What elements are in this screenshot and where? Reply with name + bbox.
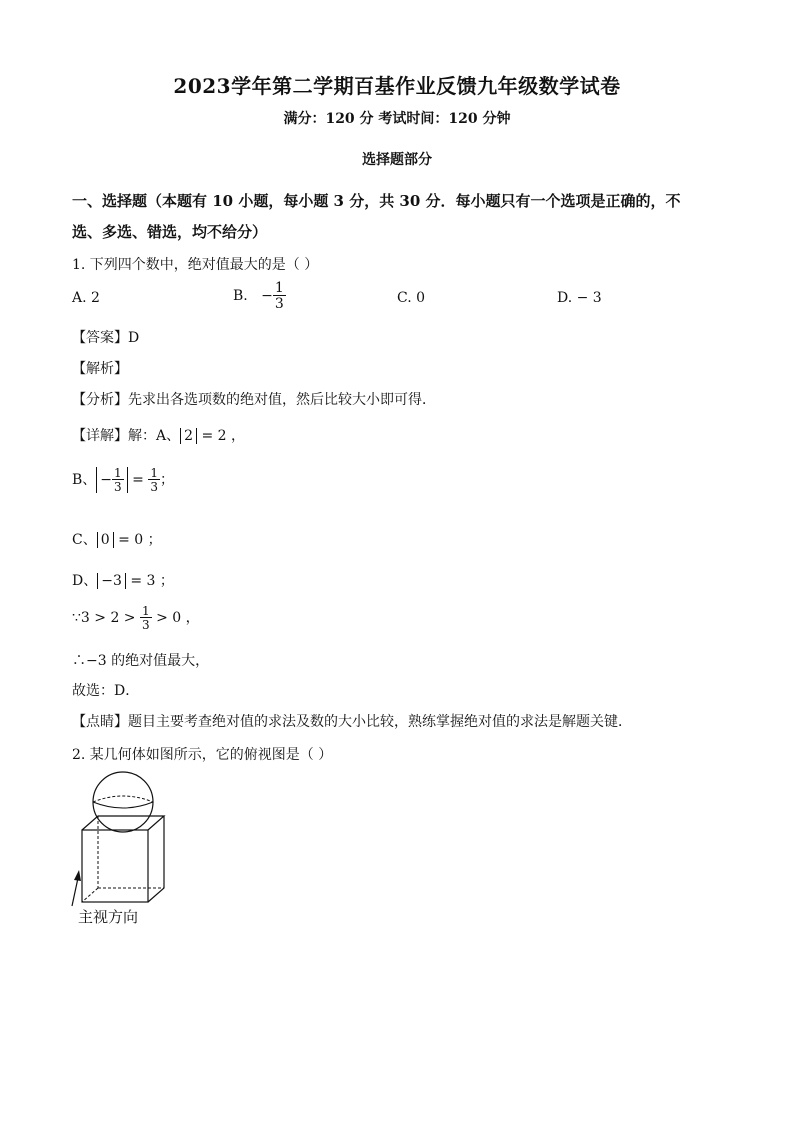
q1-abs-d: −3 [97,573,126,589]
q1-analysis-label: 【解析】 [72,361,128,377]
q1-option-b-numerator: 1 [274,280,284,296]
q1-detail-c-result: = 0 ； [118,532,162,548]
q1-detail-d [72,570,174,590]
q1-detail-b-res-den: 3 [150,480,158,494]
q2-stem: 2. 某几何体如图所示，它的俯视图是（ ） [72,747,333,763]
q1-detail-b-result-fraction [148,467,160,493]
cube-top-face [82,816,164,830]
q1-because-prefix: ∵3 > 2 > [72,610,136,626]
q1-detail-b-eq: = [132,472,144,488]
q1-detail-b-den: 3 [114,480,122,494]
q1-detail-b-num: 1 [114,466,122,480]
sphere-equator-back [93,796,153,802]
q1-detail-b [72,467,174,493]
q1-comment [72,711,632,731]
cube-right-face [148,816,164,902]
q1-fenxi-text: 先求出各选项数的绝对值，然后比较大小即可得． [128,392,436,408]
sphere-outline [93,772,153,832]
q1-detail-a [72,425,245,445]
q1-detail-c-prefix: C、 [72,532,97,548]
q1-detail-b-fraction [112,467,124,493]
q1-because [72,605,200,631]
q1-because-den: 3 [142,618,150,632]
q1-option-b-prefix: B. [233,288,248,304]
q1-option-d: D. − 3 [557,290,602,306]
q1-detail-d-result: = 3 ； [130,573,174,589]
q1-option-a: A. 2 [72,290,100,306]
exam-subtitle: 满分：120 分 考试时间：120 分钟 [283,111,511,127]
q1-because-fraction [140,605,152,631]
q1-abs-a: 2 [180,428,197,444]
section-heading: 选择题部分 [362,152,432,168]
cube-front-face [82,830,148,902]
q1-detail-b-tail: ； [159,472,174,488]
q1-option-b-sign: − [261,288,273,304]
q1-therefore: ∴−3 的绝对值最大， [72,653,210,669]
q1-detail-b-prefix: B、 [72,472,97,488]
q1-option-b [233,281,286,311]
q1-detail-prefix: 解：A、 [128,428,181,444]
exam-title: 2023学年第二学期百基作业反馈九年级数学试卷 [173,74,621,98]
q1-because-num: 1 [142,604,150,618]
view-direction-arrow-head [74,870,81,881]
cube-hidden-edge-depth [82,888,98,902]
q1-answer-value: D [128,330,140,346]
view-direction-caption: 主视方向 [78,908,139,926]
q1-detail-b-res-num: 1 [150,466,158,480]
sphere-equator-front [93,802,153,808]
q1-stem: 1. 下列四个数中，绝对值最大的是（ ） [72,257,319,273]
q1-abs-c: 0 [97,532,114,548]
q1-detail-c [72,529,162,549]
q1-detail-b-sign: − [100,472,113,488]
q1-detail-d-prefix: D、 [72,573,98,589]
q1-fenxi-label: 【分析】 [72,392,128,408]
part1-heading-line2: 选、多选、错选，均不给分） [72,223,268,241]
q1-detail-label: 【详解】 [72,428,128,444]
view-direction-arrow-shaft [72,878,78,906]
geometry-figure [62,770,182,910]
q1-choose: 故选：D． [72,683,140,699]
q1-detail-a-result: = 2 ， [201,428,246,444]
q1-comment-label: 【点睛】 [72,714,128,730]
part1-heading-line1: 一、选择题（本题有 10 小题，每小题 3 分，共 30 分．每小题只有一个选项是正确的，不 [72,192,681,210]
q1-because-tail: > 0 ， [156,610,200,626]
q1-fenxi [72,389,436,409]
q1-answer-label: 【答案】 [72,330,128,346]
q1-option-b-denominator: 3 [274,296,284,312]
q1-answer [72,327,139,347]
q1-option-b-fraction [273,281,286,311]
q1-comment-text: 题目主要考查绝对值的求法及数的大小比较，熟练掌握绝对值的求法是解题关键． [128,714,632,730]
q1-option-c: C. 0 [397,290,426,306]
q1-abs-b [96,467,127,493]
